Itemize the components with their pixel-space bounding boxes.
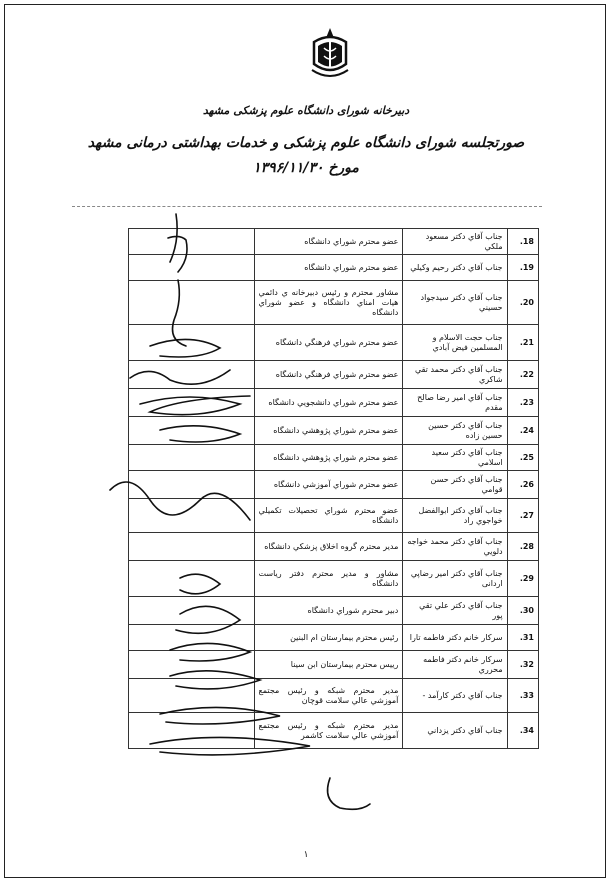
signature-cell bbox=[129, 597, 255, 625]
member-role: عضو محترم شوراي دانشگاه bbox=[254, 255, 403, 281]
emblem-icon bbox=[304, 24, 356, 88]
table-row bbox=[129, 281, 539, 325]
row-number: 33. bbox=[507, 679, 538, 713]
signature-cell bbox=[129, 561, 255, 597]
row-number: 26. bbox=[507, 471, 538, 499]
signature-cell bbox=[129, 417, 255, 445]
table-row bbox=[129, 597, 539, 625]
signature-cell bbox=[129, 325, 255, 361]
member-name: جناب آقاي دكتر يزداني bbox=[403, 713, 507, 749]
member-role: عضو محترم شوراي تحصيلات تكميلي دانشگاه bbox=[254, 499, 403, 533]
signature-cell bbox=[129, 651, 255, 679]
row-number: 20. bbox=[507, 281, 538, 325]
table-row bbox=[129, 471, 539, 499]
signature-cell bbox=[129, 713, 255, 749]
table-row bbox=[129, 561, 539, 597]
row-number: 25. bbox=[507, 445, 538, 471]
member-name: جناب آقاي دكتر مسعود ملكي bbox=[403, 229, 507, 255]
signature-cell bbox=[129, 229, 255, 255]
member-role: عضو محترم شوراي فرهنگي دانشگاه bbox=[254, 361, 403, 389]
row-number: 18. bbox=[507, 229, 538, 255]
table-row bbox=[129, 713, 539, 749]
member-role: عضو محترم شوراي پژوهشي دانشگاه bbox=[254, 417, 403, 445]
signature-cell bbox=[129, 679, 255, 713]
member-name: جناب آقاي دكتر حسين حسين زاده bbox=[403, 417, 507, 445]
member-name: سركار خانم دكتر فاطمه محرري bbox=[403, 651, 507, 679]
member-name: جناب آقاي دكتر علي تقي پور bbox=[403, 597, 507, 625]
member-role: مدير محترم شبكه و رئيس مجتمع آموزشي عالي سلامت قوچان bbox=[254, 679, 403, 713]
university-logo bbox=[304, 24, 356, 88]
signature-cell bbox=[129, 281, 255, 325]
member-name: جناب آقاي دكتر محمد تقي شاكري bbox=[403, 361, 507, 389]
table-row bbox=[129, 533, 539, 561]
member-role: عضو محترم شوراي فرهنگي دانشگاه bbox=[254, 325, 403, 361]
member-name: جناب آقاي دكتر حسن قوامي bbox=[403, 471, 507, 499]
signature-cell bbox=[129, 361, 255, 389]
member-role: عضو محترم شوراي آموزشي دانشگاه bbox=[254, 471, 403, 499]
table-row bbox=[129, 255, 539, 281]
signature-cell bbox=[129, 499, 255, 533]
row-number: 28. bbox=[507, 533, 538, 561]
member-name: سركار خانم دكتر فاطمه تارا bbox=[403, 625, 507, 651]
table-row bbox=[129, 679, 539, 713]
row-number: 34. bbox=[507, 713, 538, 749]
row-number: 27. bbox=[507, 499, 538, 533]
secretariat-heading: دبیرخانه شورای دانشگاه علوم پزشکی مشهد bbox=[202, 104, 410, 117]
member-name: جناب آقاي دكتر كارآمد - bbox=[403, 679, 507, 713]
row-number: 19. bbox=[507, 255, 538, 281]
table-row bbox=[129, 389, 539, 417]
page-number: ۱ bbox=[303, 850, 309, 860]
member-role: رييس محترم بيمارستان ابن سينا bbox=[254, 651, 403, 679]
table-row bbox=[129, 361, 539, 389]
row-number: 30. bbox=[507, 597, 538, 625]
row-number: 21. bbox=[507, 325, 538, 361]
table-row bbox=[129, 229, 539, 255]
member-name: جناب آقاي دكتر امير رضاپي اردانی bbox=[403, 561, 507, 597]
signature-cell bbox=[129, 471, 255, 499]
member-name: جناب آقاي دكتر رحيم وكيلي bbox=[403, 255, 507, 281]
document-title: صورتجلسه شورای دانشگاه علوم پزشکی و خدمات بهداشتی درمانی مشهد bbox=[87, 135, 525, 151]
member-role: عضو محترم شوراي دانشگاه bbox=[254, 229, 403, 255]
member-role: رئيس محترم بيمارستان ام البنين bbox=[254, 625, 403, 651]
member-role: عضو محترم شوراي دانشجويي دانشگاه bbox=[254, 389, 403, 417]
member-role: عضو محترم شوراي پژوهشي دانشگاه bbox=[254, 445, 403, 471]
row-number: 32. bbox=[507, 651, 538, 679]
row-number: 23. bbox=[507, 389, 538, 417]
row-number: 24. bbox=[507, 417, 538, 445]
member-name: جناب حجت الاسلام و المسلمين فيض آبادي bbox=[403, 325, 507, 361]
member-name: جناب آقاي امير رضا صالح مقدم bbox=[403, 389, 507, 417]
table-row bbox=[129, 417, 539, 445]
member-name: جناب آقاي دكتر محمد خواجه دلويي bbox=[403, 533, 507, 561]
signature-cell bbox=[129, 389, 255, 417]
table-row bbox=[129, 445, 539, 471]
member-role: مدير محترم گروه اخلاق پزشكي دانشگاه bbox=[254, 533, 403, 561]
row-number: 29. bbox=[507, 561, 538, 597]
attendance-table bbox=[128, 228, 539, 749]
member-role: دبير محترم شوراي دانشگاه bbox=[254, 597, 403, 625]
member-role: مشاور و مدير محترم دفتر رياست دانشگاه bbox=[254, 561, 403, 597]
signature-cell bbox=[129, 445, 255, 471]
row-number: 31. bbox=[507, 625, 538, 651]
signature-cell bbox=[129, 625, 255, 651]
document-date: مورخ ۱۳۹۶/۱۱/۳۰ bbox=[253, 160, 359, 176]
divider bbox=[72, 206, 542, 207]
table-row bbox=[129, 651, 539, 679]
member-name: جناب آقاي دكتر سيدجواد حسيني bbox=[403, 281, 507, 325]
table-row bbox=[129, 325, 539, 361]
member-role: مدير محترم شبكه و رئيس مجتمع آموزشي عالي سلامت كاشمر bbox=[254, 713, 403, 749]
table-row bbox=[129, 625, 539, 651]
member-name: جناب آقاي دكتر سعيد اسلامي bbox=[403, 445, 507, 471]
signature-cell bbox=[129, 533, 255, 561]
table-row bbox=[129, 499, 539, 533]
member-name: جناب آقاي دكتر ابوالفضل خواجوي راد bbox=[403, 499, 507, 533]
row-number: 22. bbox=[507, 361, 538, 389]
member-role: مشاور محترم و رئيس دبيرخانه ي دائمي هيات امناي دانشگاه و عضو شوراي دانشگاه bbox=[254, 281, 403, 325]
signature-cell bbox=[129, 255, 255, 281]
